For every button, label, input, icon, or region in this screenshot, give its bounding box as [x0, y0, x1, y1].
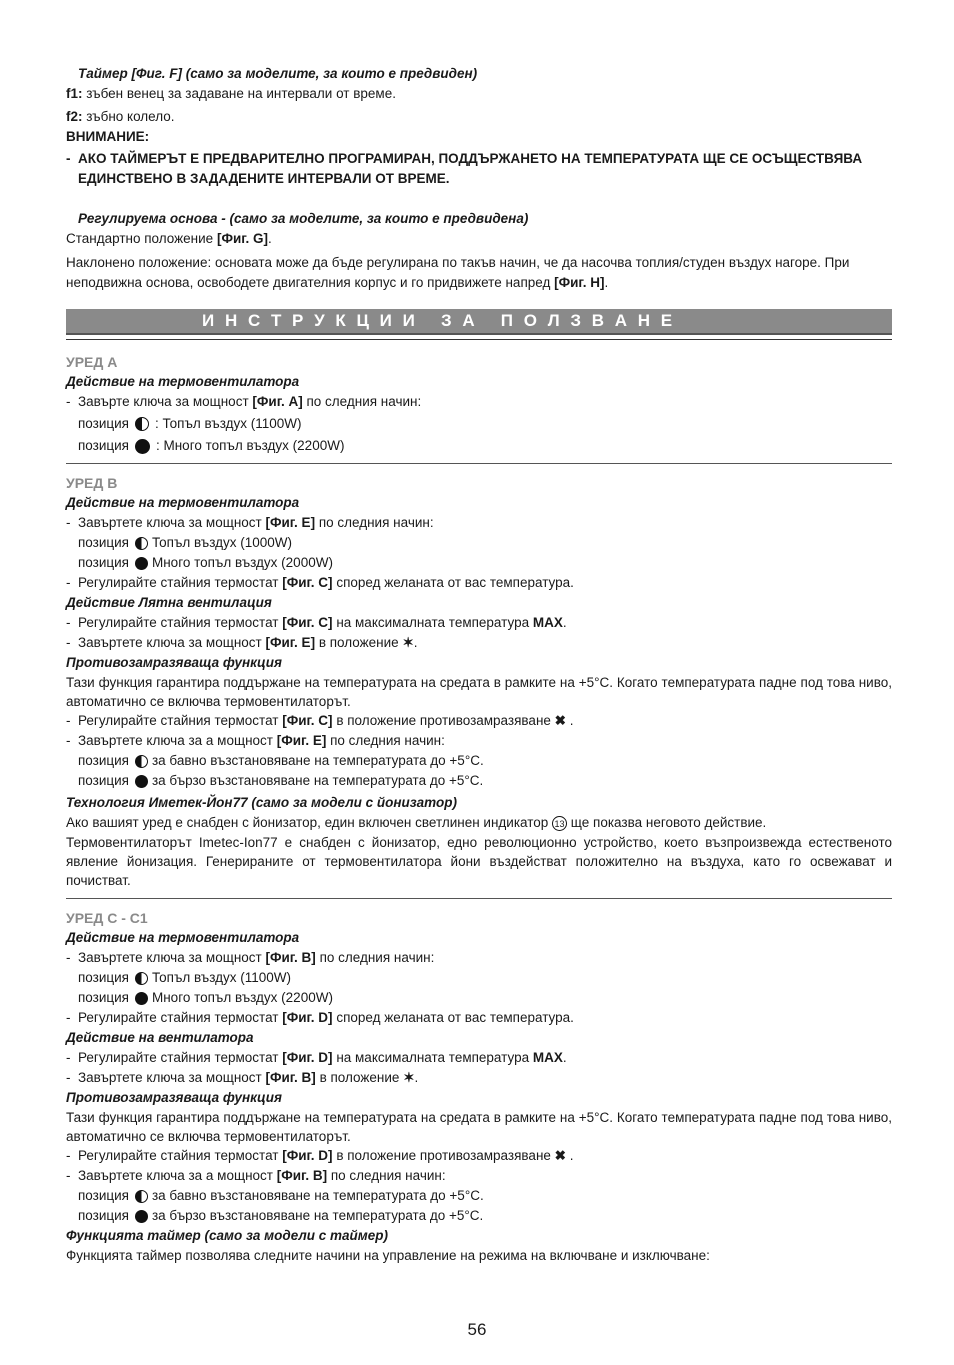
instructions-banner — [66, 309, 892, 335]
device-b-pos2-text: Много топъл въздух (2000W) — [151, 555, 333, 570]
frost1-mid: в положение противозамразяване — [332, 1148, 555, 1163]
device-c-frost-title: Противозамразяваща функция — [66, 1090, 282, 1105]
fan1-max: MAX — [532, 1050, 563, 1065]
timer-f1 — [66, 84, 892, 104]
half-circle-icon — [135, 755, 148, 768]
frost2-text: Завъртете ключа за а мощност — [78, 1168, 277, 1183]
frost1-end: . — [565, 713, 574, 728]
pos-label: позиция — [78, 416, 129, 431]
ion-text1: Ако вашият уред е снабден с йонизатор, един включен светлинен индикатор — [66, 815, 553, 830]
device-b-summer1: - Регулирайте стайния термостат [Фиг. С] на максималната температура MAX. — [66, 615, 567, 630]
device-b-frost-text: Тази функция гарантира поддържане на температурата на средата в рамките на +5°С. Когато температурата падне под това ниво, автоматично се включва термовентилаторът. — [66, 675, 892, 709]
device-b-ion-title: Технология Иметек-Йон77 (само за модели с йонизатор) — [66, 795, 457, 810]
pos-label: позиция — [78, 1188, 129, 1203]
device-b-turn-text: Завъртете ключа за мощност — [78, 515, 266, 530]
frost2-ref: [Фиг. Е] — [276, 733, 327, 748]
pos-label: позиция — [78, 1208, 129, 1223]
pos-label: позиция — [78, 773, 129, 788]
half-circle-icon — [135, 972, 148, 985]
device-c-fan1: - Регулирайте стайния термостат [Фиг. D] на максималната температура MAX. — [66, 1050, 567, 1065]
timer-f2 — [66, 107, 892, 127]
summer2-end: . — [413, 635, 418, 650]
half-circle-icon — [135, 537, 148, 550]
device-c-fan-title: Действие на вентилатора — [66, 1030, 254, 1045]
device-c-title: УРЕД С - С1 — [66, 910, 148, 926]
device-b-thermo-ref: [Фиг. С] — [282, 575, 333, 590]
pos-label: позиция — [78, 555, 129, 570]
base-standard — [66, 229, 892, 249]
device-b-thermo-text: Регулирайте стайния термостат — [78, 575, 283, 590]
device-b-ion-text1 — [66, 813, 892, 833]
f1-label: f1: — [66, 86, 83, 101]
device-a-op-title: Действие на термовентилатора — [66, 374, 300, 389]
full-circle-icon — [135, 1210, 148, 1223]
f2-label: f2: — [66, 109, 83, 124]
device-c-turn: - Завъртете ключа за мощност [Фиг. В] по следния начин: — [66, 950, 435, 965]
pos-label: позиция — [78, 970, 129, 985]
indicator-13-icon: 13 — [552, 816, 567, 831]
base-standard-ref: [Фиг. G] — [216, 231, 269, 246]
frost-pos1-text: за бавно възстановяване на температурата до +5°С. — [151, 753, 484, 768]
summer1-end: . — [562, 615, 567, 630]
device-b-pos1 — [66, 533, 892, 553]
summer2-mid: в положение — [315, 635, 403, 650]
base-tilted — [66, 253, 892, 293]
device-c-turn-ref: [Фиг. В] — [265, 950, 316, 965]
device-c-frost-pos1 — [66, 1186, 892, 1206]
device-c-thermo-ref: [Фиг. D] — [282, 1010, 333, 1025]
warning-text: АКО ТАЙМЕРЪТ Е ПРЕДВАРИТЕЛНО ПРОГРАМИРАН, ПОДДЪРЖАНЕТО НА ТЕМПЕРАТУРАТА ЩЕ СЕ ОСЪЩЕСТВЯВА ЕДИНСТВЕНО В ЗАДАДЕНИТЕ ИНТЕРВАЛИ ОТ ВРЕМЕ. — [78, 151, 863, 186]
fan2-end: . — [414, 1070, 419, 1085]
device-b-frost2: - Завъртете ключа за а мощност [Фиг. Е] по следния начин: — [66, 733, 445, 748]
device-c-turn-end: по следния начин: — [315, 950, 435, 965]
frost-pos1-text: за бавно възстановяване на температурата до +5°С. — [151, 1188, 484, 1203]
frost2-end: по следния начин: — [326, 733, 445, 748]
device-a-turn: - Завърте ключа за мощност [Фиг. А] по следния начин: — [66, 394, 422, 409]
device-c-pos2-text: Много топъл въздух (2200W) — [151, 990, 333, 1005]
summer1-text: Регулирайте стайния термостат — [78, 615, 283, 630]
summer1-ref: [Фиг. С] — [282, 615, 333, 630]
pos-label: позиция — [78, 535, 129, 550]
pos-label: позиция — [78, 990, 129, 1005]
frost-pos2-text: за бързо възстановяване на температурата до +5°С. — [151, 1208, 484, 1223]
base-standard-text: Стандартно положение — [66, 231, 217, 246]
base-tilted-end: . — [604, 275, 609, 290]
device-c-frost1: - Регулирайте стайния термостат [Фиг. D] в положение противозамразяване ✖ . — [66, 1146, 892, 1166]
device-c-timer-title: Функцията таймер (само за модели с таймер) — [66, 1228, 389, 1243]
base-standard-end: . — [268, 231, 272, 246]
device-a-turn-end: по следния начин: — [302, 394, 422, 409]
device-b-thermo: - Регулирайте стайния термостат [Фиг. С] според желаната от вас температура. — [66, 575, 574, 590]
device-c-thermo: - Регулирайте стайния термостат [Фиг. D] според желаната от вас температура. — [66, 1010, 574, 1025]
device-c-op-title: Действие на термовентилатора — [66, 930, 300, 945]
frost-pos2-text: за бързо възстановяване на температурата до +5°С. — [151, 773, 484, 788]
device-c-frost-pos2 — [66, 1206, 892, 1226]
device-b-pos1-text: Топъл въздух (1000W) — [151, 535, 293, 550]
warning-label: ВНИМАНИЕ: — [66, 129, 150, 144]
device-a-title: УРЕД А — [66, 354, 118, 370]
device-c-pos1-text: Топъл въздух (1100W) — [151, 970, 292, 985]
summer1-max: MAX — [532, 615, 563, 630]
frost1-ref: [Фиг. D] — [282, 1148, 333, 1163]
summer1-mid: на максималната температура — [332, 615, 533, 630]
fan2-ref: [Фиг. В] — [265, 1070, 316, 1085]
device-b-summer2: - Завъртете ключа за мощност [Фиг. Е] в положение ✶. — [66, 633, 892, 653]
device-a-turn-ref: [Фиг. А] — [252, 394, 303, 409]
half-circle-icon — [135, 1190, 148, 1203]
fan2-text: Завъртете ключа за мощност — [78, 1070, 266, 1085]
device-b-summer-title: Действие Лятна вентилация — [66, 595, 272, 610]
device-b-title: УРЕД В — [66, 475, 118, 491]
device-b-op-title: Действие на термовентилатора — [66, 495, 300, 510]
f2-text: зъбно колело. — [82, 109, 175, 124]
full-circle-icon — [135, 439, 150, 454]
half-circle-icon — [135, 417, 149, 431]
fan1-mid: на максималната температура — [332, 1050, 533, 1065]
device-b-frost-title: Противозамразяваща функция — [66, 655, 282, 670]
device-a-turn-text: Завърте ключа за мощност — [78, 394, 253, 409]
fan1-end: . — [562, 1050, 567, 1065]
base-tilted-text: Наклонено положение: основата може да бъде регулирана по такъв начин, че да насочва топлия/студен въздух нагоре. При неподвижна основа, освободете двигателния корпус и го придвижете напред — [66, 255, 850, 290]
frost1-end: . — [565, 1148, 574, 1163]
device-c-fan2: - Завъртете ключа за мощност [Фиг. В] в положение ✶. — [66, 1068, 892, 1088]
antifreeze-icon: ✖ — [554, 1148, 566, 1163]
page-number: 56 — [467, 1320, 487, 1339]
device-b-frost-pos2 — [66, 771, 892, 791]
full-circle-icon — [135, 775, 148, 788]
frost1-mid: в положение противозамразяване — [332, 713, 555, 728]
device-b-ion-text2: Термовентилаторът Imetec-Ion77 е снабден с йонизатор, едно революционно устройство, което възпроизвежда естественото явление йонизация. Генерираните от термовентилатора йони въздействат положително на въздуха, като го освежават и почистват. — [66, 835, 892, 888]
base-title: Регулируема основа - (само за моделите, за които е предвидена) — [78, 211, 529, 226]
device-c-thermo-text: Регулирайте стайния термостат — [78, 1010, 283, 1025]
device-b-frost-pos1 — [66, 751, 892, 771]
device-c-frost-text: Тази функция гарантира поддържане на температурата на средата в рамките на +5°С. Когато температурата падне под това ниво, автоматично се включва термовентилаторът. — [66, 1110, 892, 1144]
device-b-pos2 — [66, 553, 892, 573]
device-a-pos1 — [66, 414, 892, 434]
pos-label: позиция — [78, 753, 129, 768]
device-a-pos2-text: : Много топъл въздух (2200W) — [155, 438, 345, 453]
banner-title: И Н С Т Р У К Ц И И З А П О Л З В А Н Е — [202, 311, 676, 330]
summer2-text: Завъртете ключа за мощност — [78, 635, 266, 650]
base-tilted-ref: [Фиг. H] — [554, 275, 605, 290]
device-a-pos2 — [66, 436, 892, 456]
frost1-text: Регулирайте стайния термостат — [78, 713, 283, 728]
fan1-text: Регулирайте стайния термостат — [78, 1050, 283, 1065]
frost2-text: Завъртете ключа за а мощност — [78, 733, 277, 748]
fan2-mid: в положение — [315, 1070, 404, 1085]
device-c-turn-text: Завъртете ключа за мощност — [78, 950, 266, 965]
fan-snowflake-icon: ✶ — [402, 635, 414, 650]
timer-title: Таймер [Фиг. F] (само за моделите, за които е предвиден) — [78, 66, 478, 81]
warning-item: - АКО ТАЙМЕРЪТ Е ПРЕДВАРИТЕЛНО ПРОГРАМИРАН, ПОДДЪРЖАНЕТО НА ТЕМПЕРАТУРАТА ЩЕ СЕ ОСЪЩЕСТВЯВА ЕДИНСТВЕНО В ЗАДАДЕНИТЕ ИНТЕРВАЛИ ОТ ВРЕМЕ. — [66, 149, 892, 189]
full-circle-icon — [135, 992, 148, 1005]
ion-text1-end: ще показва неговото действие. — [567, 815, 767, 830]
device-c-pos1 — [66, 968, 892, 988]
device-c-thermo-end: според желаната от вас температура. — [332, 1010, 574, 1025]
device-c-pos2 — [66, 988, 892, 1008]
device-b-thermo-end: според желаната от вас температура. — [332, 575, 574, 590]
frost1-ref: [Фиг. С] — [282, 713, 333, 728]
summer2-ref: [Фиг. Е] — [265, 635, 316, 650]
device-c-frost2: - Завъртете ключа за а мощност [Фиг. В] по следния начин: — [66, 1168, 446, 1183]
device-b-turn-end: по следния начин: — [315, 515, 434, 530]
pos-label: позиция — [78, 438, 129, 453]
frost1-text: Регулирайте стайния термостат — [78, 1148, 283, 1163]
device-b-frost1: - Регулирайте стайния термостат [Фиг. С] в положение противозамразяване ✖ . — [66, 711, 892, 731]
device-c-timer-text: Функцията таймер позволява следните начини на управление на режима на включване и изключване: — [66, 1248, 710, 1263]
fan-snowflake-icon: ✶ — [403, 1070, 415, 1085]
full-circle-icon — [135, 557, 148, 570]
f1-text: зъбен венец за задаване на интервали от време. — [82, 86, 396, 101]
frost2-end: по следния начин: — [327, 1168, 446, 1183]
device-b-turn-ref: [Фиг. Е] — [265, 515, 316, 530]
document-page — [66, 64, 892, 1266]
fan1-ref: [Фиг. D] — [282, 1050, 333, 1065]
antifreeze-icon: ✖ — [554, 713, 566, 728]
frost2-ref: [Фиг. В] — [276, 1168, 328, 1183]
device-b-turn: - Завъртете ключа за мощност [Фиг. Е] по следния начин: — [66, 515, 434, 530]
device-a-pos1-text: : Топъл въздух (1100W) — [154, 416, 302, 431]
